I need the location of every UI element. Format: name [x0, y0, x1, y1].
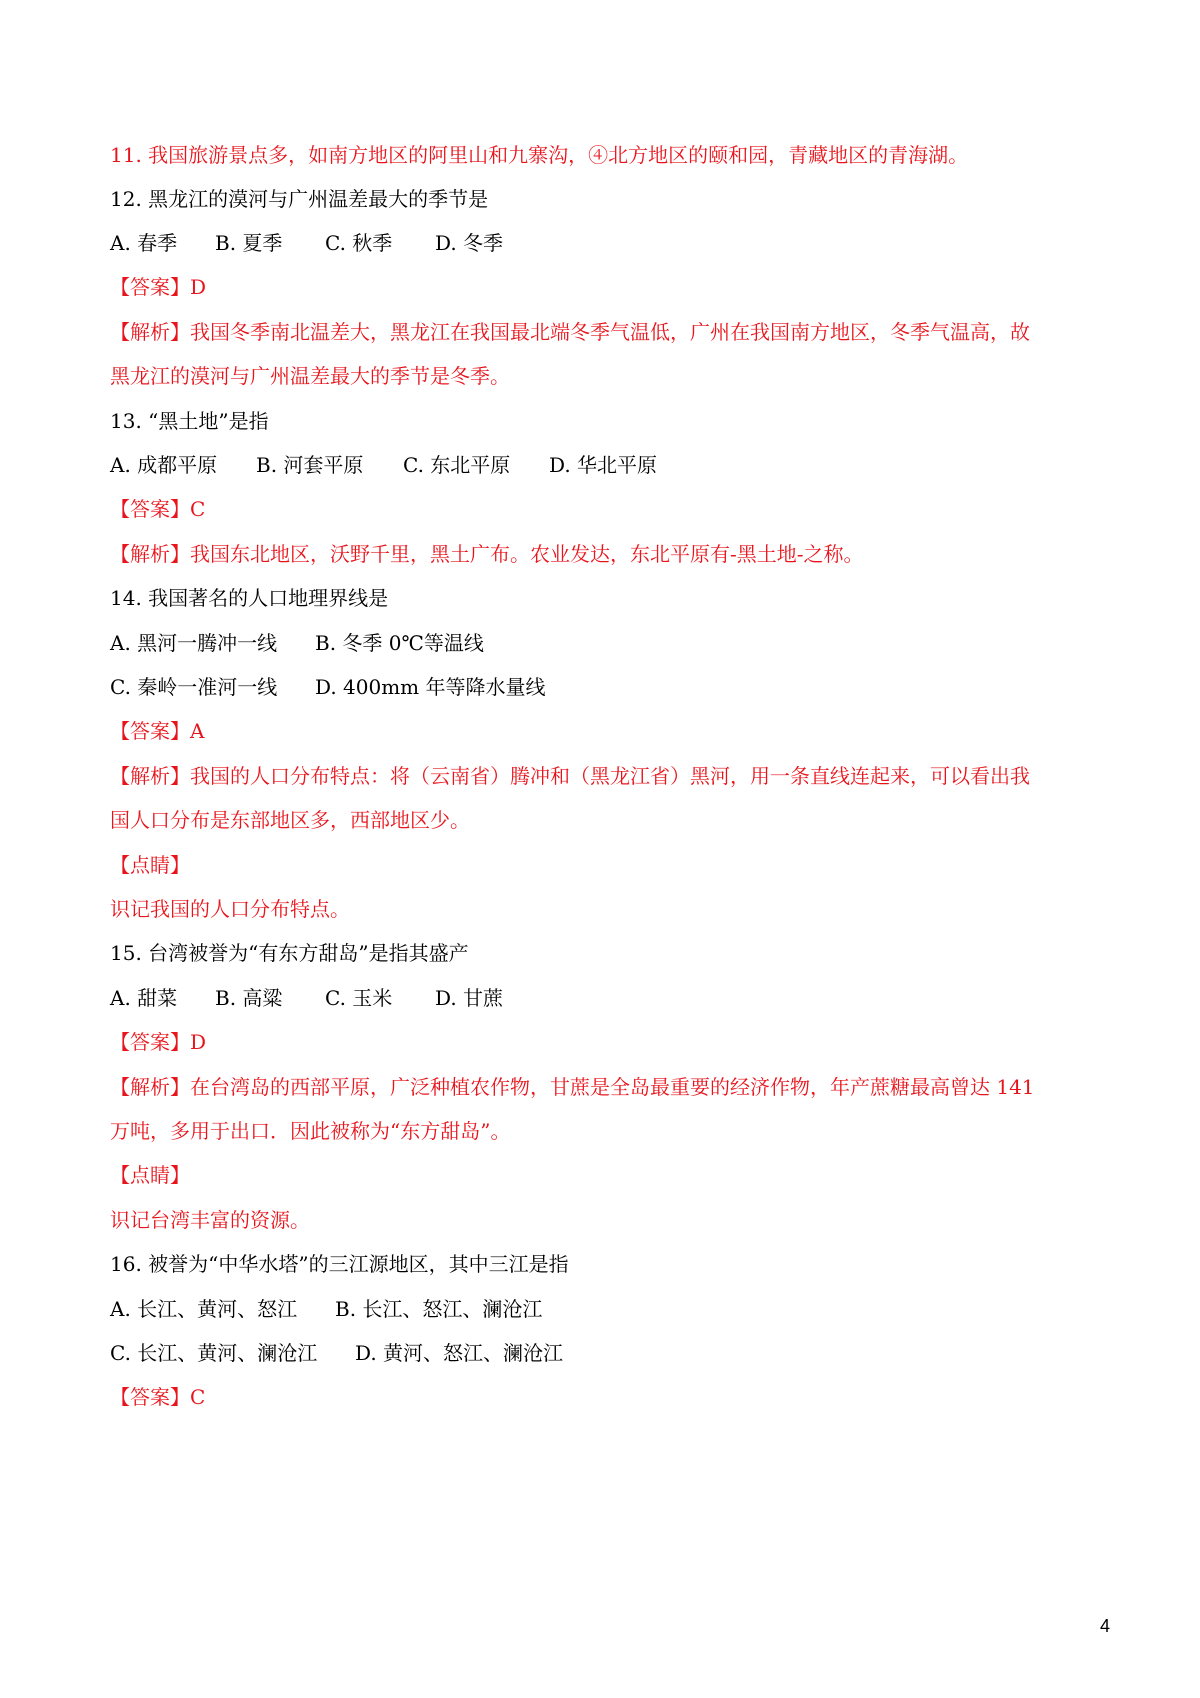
explanation-12-line2: 黑龙江的漠河与广州温差最大的季节是冬季。	[110, 364, 510, 388]
explanation-13: 【解析】我国东北地区，沃野千里，黑土广布。农业发达，东北平原有-黑土地-之称。	[110, 542, 864, 566]
tip-14-heading: 【点睛】	[110, 853, 190, 877]
question-15: 15. 台湾被誉为“有东方甜岛”是指其盛产	[110, 941, 469, 965]
options-14-row1	[110, 629, 484, 657]
option-a: A. 黑河一腾冲一线	[110, 631, 278, 655]
option-d: D. 冬季	[435, 231, 504, 255]
question-14: 14. 我国著名的人口地理界线是	[110, 586, 389, 610]
option-b: B. 夏季	[215, 231, 283, 255]
option-b: B. 冬季 0℃等温线	[315, 631, 484, 655]
option-b: B. 河套平原	[256, 453, 364, 477]
answer-12: 【答案】D	[110, 275, 207, 299]
options-12	[110, 229, 503, 257]
option-c: C. 秋季	[325, 231, 393, 255]
options-16-row2	[110, 1339, 563, 1367]
option-c: C. 秦岭一准河一线	[110, 675, 278, 699]
option-d: D. 黄河、怒江、澜沧江	[355, 1341, 564, 1365]
option-a: A. 成都平原	[110, 453, 218, 477]
option-d: D. 甘蔗	[435, 986, 504, 1010]
question-13: 13. “黑土地”是指	[110, 409, 269, 433]
explanation-15-line2: 万吨，多用于出口．因此被称为“东方甜岛”。	[110, 1119, 511, 1143]
explanation-15-line1: 【解析】在台湾岛的西部平原，广泛种植农作物，甘蔗是全岛最重要的经济作物，年产蔗糖最高曾达 141	[110, 1075, 1035, 1099]
page-number: 4	[1099, 1616, 1110, 1636]
tip-15: 识记台湾丰富的资源。	[110, 1208, 310, 1232]
option-a: A. 长江、黄河、怒江	[110, 1297, 298, 1321]
answer-text-11: 11. 我国旅游景点多，如南方地区的阿里山和九寨沟，④北方地区的颐和园，青藏地区的青海湖。	[110, 143, 969, 167]
question-16: 16. 被誉为“中华水塔”的三江源地区，其中三江是指	[110, 1252, 569, 1276]
options-15	[110, 984, 503, 1012]
answer-15: 【答案】D	[110, 1030, 207, 1054]
answer-16: 【答案】C	[110, 1385, 206, 1409]
option-a: A. 春季	[110, 231, 178, 255]
explanation-12-line1: 【解析】我国冬季南北温差大，黑龙江在我国最北端冬季气温低，广州在我国南方地区，冬季气温高，故	[110, 320, 1030, 344]
options-14-row2	[110, 673, 546, 701]
options-13	[110, 451, 657, 479]
answer-13: 【答案】C	[110, 497, 206, 521]
option-c: C. 东北平原	[403, 453, 511, 477]
explanation-14-line2: 国人口分布是东部地区多，西部地区少。	[110, 808, 470, 832]
option-b: B. 高粱	[215, 986, 283, 1010]
option-b: B. 长江、怒江、澜沧江	[335, 1297, 543, 1321]
option-c: C. 玉米	[325, 986, 393, 1010]
tip-14: 识记我国的人口分布特点。	[110, 897, 350, 921]
option-d: D. 400mm 年等降水量线	[315, 675, 546, 699]
question-12: 12. 黑龙江的漠河与广州温差最大的季节是	[110, 187, 489, 211]
option-d: D. 华北平原	[549, 453, 658, 477]
answer-14: 【答案】A	[110, 719, 205, 743]
tip-15-heading: 【点睛】	[110, 1163, 190, 1187]
option-c: C. 长江、黄河、澜沧江	[110, 1341, 318, 1365]
option-a: A. 甜菜	[110, 986, 178, 1010]
options-16-row1	[110, 1295, 542, 1323]
explanation-14-line1: 【解析】我国的人口分布特点：将（云南省）腾冲和（黑龙江省）黑河，用一条直线连起来，可以看出我	[110, 764, 1030, 788]
